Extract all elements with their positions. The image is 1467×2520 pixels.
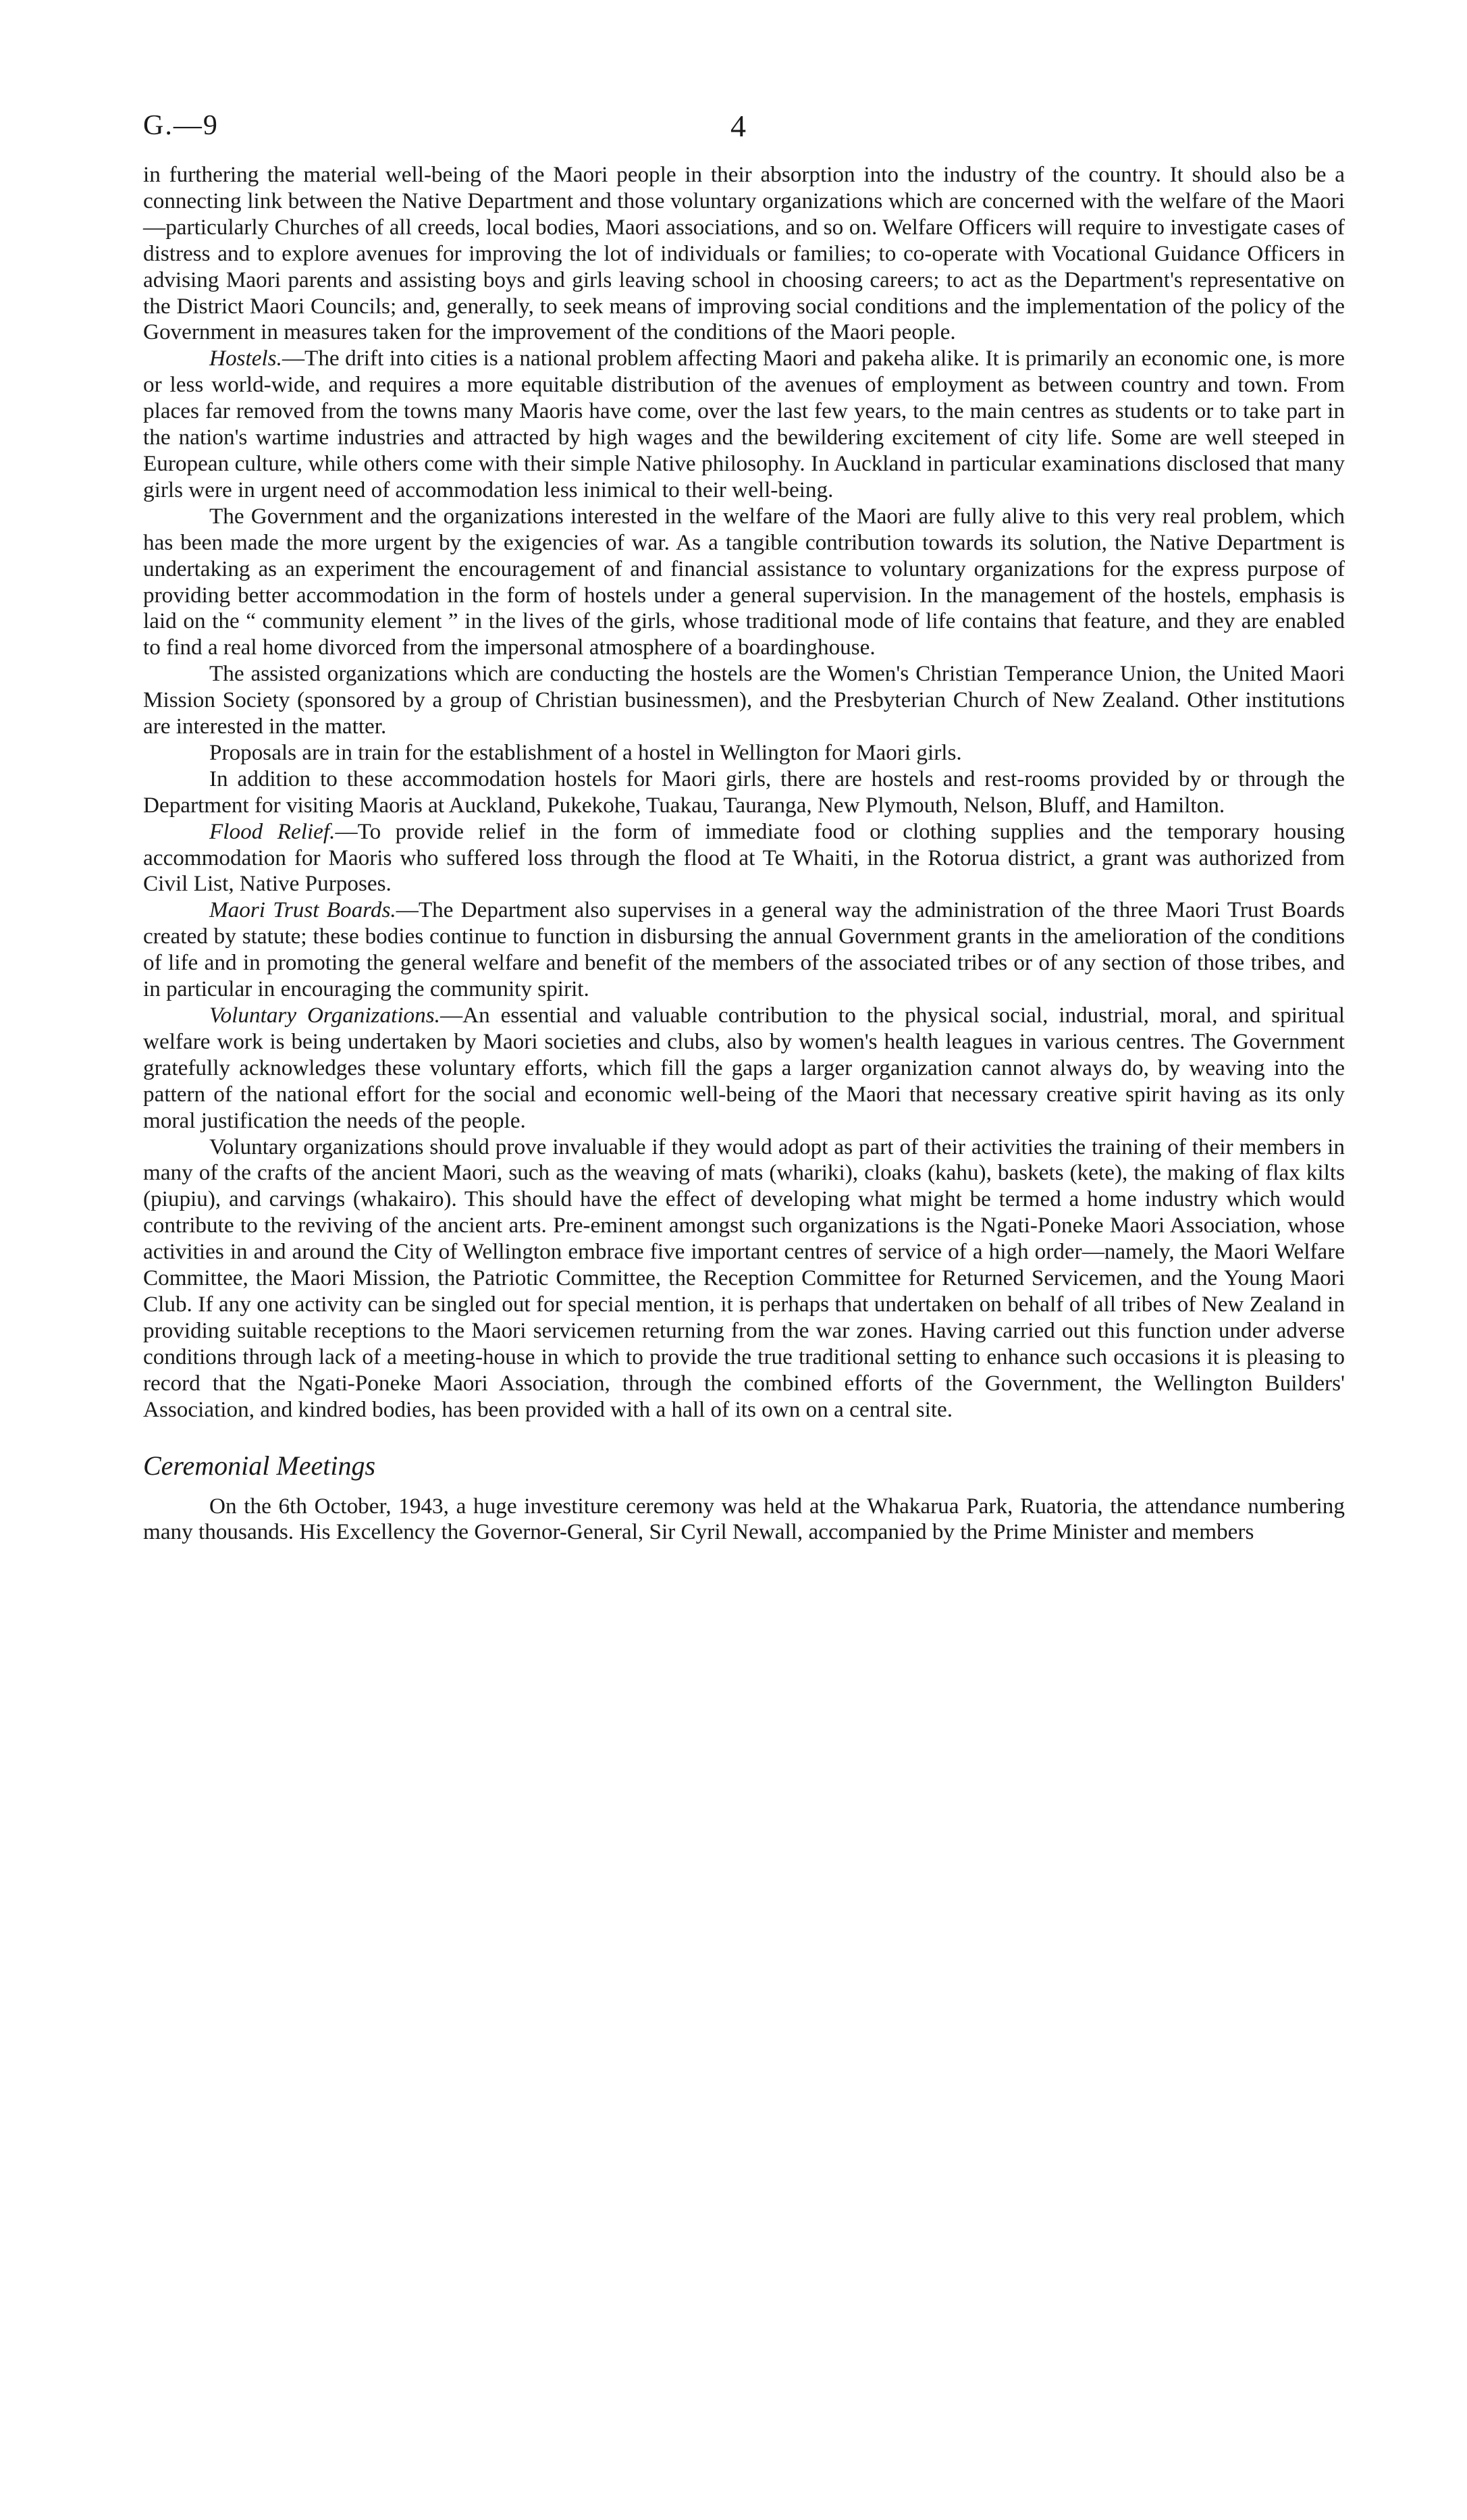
paragraph-lead: Flood Relief. xyxy=(209,818,336,844)
paragraph-text: In addition to these accommodation hostels for Maori girls, there are hostels and rest-rooms provided by or through the Department for visiting Maoris at Auckland, Pukekohe, Tuakau, Tauranga, New Plymouth, Nelson, Bluff, and Hamilton. xyxy=(143,766,1345,818)
paragraph-maori-trust-boards xyxy=(143,897,1345,1003)
paragraph-text: —The drift into cities is a national problem affecting Maori and pakeha alike. It is primarily an economic one, is more or less world-wide, and requires a more equitable distribution of the avenues of employment as between country and town. From places far removed from the towns many Maoris have come, over the last few years, to the main centres as students or to take part in the nation's wartime industries and attracted by high wages and the bewildering excitement of city life. Some are well steeped in European culture, while others come with their simple Native philosophy. In Auckland in particular examinations disclosed that many girls were in urgent need of accommodation less inimical to their well-being. xyxy=(143,346,1345,502)
paragraph-flood-relief xyxy=(143,819,1345,898)
report-reference: G.—9 xyxy=(143,110,219,141)
paragraph xyxy=(143,766,1345,819)
paragraph xyxy=(143,162,1345,346)
section-heading: Ceremonial Meetings xyxy=(143,1450,376,1481)
paragraph xyxy=(143,1134,1345,1423)
paragraph-text: —To provide relief in the form of immediate food or clothing supplies and the temporary housing accommodation for Maoris who suffered loss through the flood at Te Whaiti, in the Rotorua district, a grant was authorized from Civil List, Native Purposes. xyxy=(143,818,1345,897)
paragraph-text: Voluntary organizations should prove invaluable if they would adopt as part of their activities the training of their members in many of the crafts of the ancient Maori, such as the weaving of mats (whariki), cloaks (kahu), baskets (kete), the making of flax kilts (piupiu), and carvings (whakairo). This should have the effect of developing what might be termed a home industry which would contribute to the reviving of the ancient arts. Pre-eminent amongst such organizations is the Ngati-Poneke Maori Association, whose activities in and around the City of Wellington embrace five important centres of service of a high order—namely, the Maori Welfare Committee, the Maori Mission, the Patriotic Committee, the Reception Committee for Returned Servicemen, and the Young Maori Club. If any one activity can be singled out for special mention, it is perhaps that undertaken on behalf of all tribes of New Zealand in providing suitable receptions to the Maori servicemen returning from the war zones. Having carried out this function under adverse conditions through lack of a meeting-house in which to provide the true traditional setting to enhance such occasions it is pleasing to record that the Ngati-Poneke Maori Association, through the combined efforts of the Government, the Wellington Builders' Association, and kindred bodies, has been provided with a hall of its own on a central site. xyxy=(143,1134,1345,1422)
paragraph-text: in furthering the material well-being of the Maori people in their absorption into the industry of the country. It should also be a connecting link between the Native Department and those voluntary organizations which are concerned with the welfare of the Maori —particularly Churches of all creeds, local bodies, Maori associations, and so on. Welfare Officers will require to investigate cases of distress and to explore avenues for improving the lot of individuals or families; to co-operate with Vocational Guidance Officers in advising Maori parents and assisting boys and girls leaving school in choosing careers; to act as the Department's representative on the District Maori Councils; and, generally, to seek means of improving social conditions and the implementation of the policy of the Government in measures taken for the improvement of the conditions of the Maori people. xyxy=(143,162,1345,345)
paragraph-lead: Voluntary Organizations. xyxy=(209,1003,440,1028)
paragraph-text: The assisted organizations which are conducting the hostels are the Women's Christian Temperance Union, the United Maori Mission Society (sponsored by a group of Christian businessmen), and the Presbyterian Church of New Zealand. Other institutions are interested in the matter. xyxy=(143,661,1345,739)
paragraph-text: Proposals are in train for the establishment of a hostel in Wellington for Maori girls. xyxy=(209,739,962,765)
paragraph-lead: Maori Trust Boards. xyxy=(209,897,396,923)
paragraph xyxy=(143,504,1345,661)
paragraph-text: The Government and the organizations interested in the welfare of the Maori are fully alive to this very real problem, which has been made the more urgent by the exigencies of war. As a tangible contribution towards its solution, the Native Department is undertaking as an experiment the encouragement of and financial assistance to voluntary organizations for the express purpose of providing better accommodation in the form of hostels under a general supervision. In the management of the hostels, emphasis is laid on the “ community element ” in the lives of the girls, whose traditional mode of life contains that feature, and they are enabled to find a real home divorced from the impersonal atmosphere of a boardinghouse. xyxy=(143,503,1345,660)
paragraph xyxy=(143,661,1345,740)
paragraph-text: —An essential and valuable contribution to the physical social, industrial, moral, and spiritual welfare work is being undertaken by Maori societies and clubs, also by women's health leagues in various centres. The Government gratefully acknowledges these voluntary efforts, which fill the gaps a larger organization cannot always do, by weaving into the pattern of the national effort for the social and economic well-being of the Maori that necessary creative spirit having as its only moral justification the needs of the people. xyxy=(143,1003,1345,1133)
paragraph-lead: Hostels. xyxy=(209,346,282,371)
page-header xyxy=(143,109,1345,150)
paragraph xyxy=(143,740,1345,766)
paragraph-text: On the 6th October, 1943, a huge investiture ceremony was held at the Whakarua Park, Ruatoria, the attendance numbering many thousands. His Excellency the Governor-General, Sir Cyril Newall, accompanied by the Prime Minister and members xyxy=(143,1493,1345,1545)
paragraph xyxy=(143,1494,1345,1546)
paragraph-voluntary-organizations xyxy=(143,1003,1345,1134)
paragraph-hostels xyxy=(143,346,1345,503)
page-number: 4 xyxy=(730,109,746,143)
body-text xyxy=(143,162,1345,1546)
paragraph-text: —The Department also supervises in a general way the administration of the three Maori Trust Boards created by statute; these bodies continue to function in disbursing the annual Government grants in the amelioration of the conditions of life and in promoting the general welfare and benefit of the members of the associated tribes or of any section of those tribes, and in particular in encouraging the community spirit. xyxy=(143,897,1345,1002)
